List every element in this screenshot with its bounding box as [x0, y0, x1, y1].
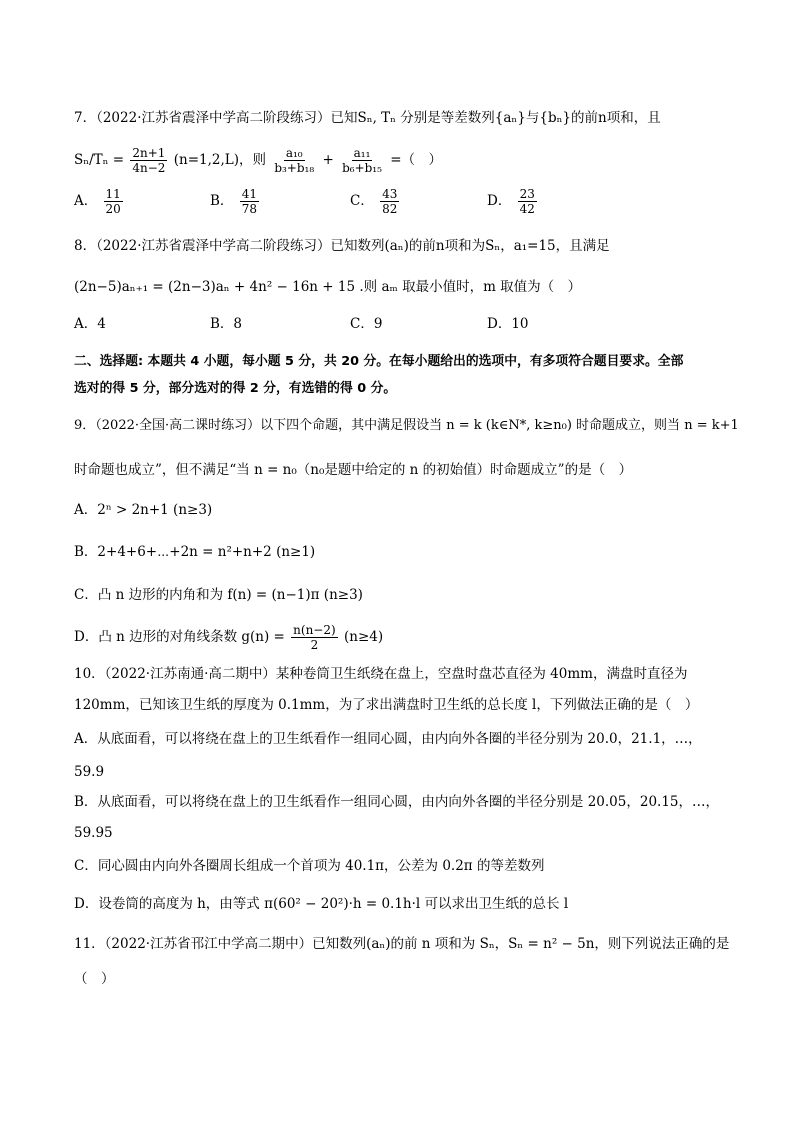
q9-option-d-text: D．凸 n 边形的对角线条数 g(n) = — [74, 629, 285, 645]
q9-option-d-condition: (n≥4) — [343, 629, 384, 645]
q7-ratio-fraction — [130, 146, 167, 175]
q7-fraction-1-denominator: b₃+b₁₈ — [274, 161, 315, 175]
q7-tail: =（ ） — [390, 152, 443, 168]
q7-stem: 7．（2022·江苏省震泽中学高二阶段练习）已知Sₙ, Tₙ 分别是等差数列{aₙ}与{bₙ}的前n项和，且 — [74, 110, 661, 126]
q8-option-b[interactable]: B．8 — [210, 316, 243, 332]
q9-option-a[interactable]: A．2ⁿ > 2n+1 (n≥3) — [74, 502, 213, 518]
q7-option-c-fraction — [380, 187, 399, 216]
q11-stem: 11．（2022·江苏省邗江中学高二期中）已知数列(aₙ)的前 n 项和为 Sₙ，Sₙ = n² − 5n，则下列说法正确的是 — [74, 936, 730, 952]
q9-option-d-fraction — [291, 623, 338, 652]
q7-fraction-1 — [272, 146, 316, 175]
q10-stem-cont: 120mm，已知该卫生纸的厚度为 0.1mm，为了求出满盘时卫生纸的总长度 l，下列做法正确的是（ ） — [74, 697, 699, 713]
q10-option-b[interactable]: B．从底面看，可以将绕在盘上的卫生纸看作一组同心圆，由内向外各圈的半径分别是 20.05，20.15，…， — [74, 794, 720, 810]
q7-option-d[interactable] — [487, 186, 539, 216]
q7-option-d-label: D． — [487, 193, 512, 209]
q10-stem: 10．（2022·江苏南通·高二期中）某种卷筒卫生纸绕在盘上，空盘时盘芯直径为 40mm，满盘时直径为 — [74, 666, 688, 682]
q7-option-b-label: B． — [210, 193, 234, 209]
q8-option-d[interactable]: D．10 — [487, 316, 529, 332]
q10-option-a[interactable]: A．从底面看，可以将绕在盘上的卫生纸看作一组同心圆，由内向外各圈的半径分别为 20.0，21.1，…， — [74, 731, 702, 747]
q7-option-b-den: 78 — [241, 202, 257, 216]
q8-stem: 8．（2022·江苏省震泽中学高二阶段练习）已知数列(aₙ)的前n项和为Sₙ，a₁=15，且满足 — [74, 238, 610, 254]
q7-option-c[interactable] — [350, 186, 401, 216]
q7-option-a-label: A． — [74, 193, 98, 209]
q7-option-d-den: 42 — [519, 202, 535, 216]
q9-option-d-num: n(n−2) — [293, 623, 336, 637]
q7-ratio-denominator: 4n−2 — [132, 161, 166, 175]
q7-option-c-label: C． — [350, 193, 374, 209]
q7-condition-range: (n=1,2,L)，则 — [173, 152, 267, 168]
q7-option-d-fraction — [518, 187, 537, 216]
q9-option-b[interactable]: B．2+4+6+⋯+2n = n²+n+2 (n≥1) — [74, 544, 316, 560]
q8-option-c[interactable]: C．9 — [350, 316, 383, 332]
q9-stem-cont: 时命题也成立”，但不满足“当 n = n₀（n₀是题中给定的 n 的初始值）时命题成立”的是（ ） — [74, 462, 633, 478]
q7-option-d-num: 23 — [519, 187, 535, 201]
q10-option-c[interactable]: C．同心圆由内向外各圈周长组成一个首项为 40.1π，公差为 0.2π 的等差数列 — [74, 858, 545, 874]
q7-option-c-num: 43 — [382, 187, 398, 201]
q8-option-a[interactable]: A．4 — [74, 316, 106, 332]
section-2-heading: 二、选择题: 本题共 4 小题，每小题 5 分，共 20 分。在每小题给出的选项中，有多项符合题目要求。全部 — [74, 354, 684, 369]
q10-option-d[interactable]: D．设卷筒的高度为 h，由等式 π(60² − 20²)·h = 0.1h·l 可以求出卫生纸的总长 l — [74, 896, 569, 912]
q7-ratio-numerator: 2n+1 — [132, 146, 166, 160]
q10-option-a-cont: 59.9 — [74, 764, 105, 780]
q7-fraction-2-denominator: b₆+b₁₅ — [342, 161, 382, 175]
q7-condition: Sₙ/Tₙ = $\frac{2n+1}{4n-2}$ (n=1,2,L)，则 $\frac{\text{a₁₀}}{\text{b₃+b₁₈}}$ + $\frac{\text{a₁₁}}{\text{b₆+b₁₅}}$ =（ ） — [74, 146, 443, 175]
q7-fraction-2-numerator: a₁₁ — [353, 146, 371, 160]
q7-option-b-num: 41 — [241, 187, 257, 201]
q11-answer-bracket: （ ） — [74, 971, 115, 987]
q7-option-a-num: 11 — [105, 187, 121, 201]
q7-fraction-1-numerator: a₁₀ — [285, 146, 303, 160]
q7-ratio: Sₙ/Tₙ — [74, 152, 109, 168]
q7-option-a-den: 20 — [105, 202, 121, 216]
q7-fraction-2 — [340, 146, 384, 175]
q7-option-a[interactable] — [74, 186, 125, 216]
q7-option-b-fraction — [240, 187, 259, 216]
q9-stem: 9．（2022·全国·高二课时练习）以下四个命题，其中满足假设当 n = k (k∈N*, k≥n₀) 时命题成立，则当 n = k+1 — [74, 418, 739, 433]
q10-option-b-cont: 59.95 — [74, 825, 113, 841]
q9-option-d[interactable] — [74, 622, 383, 652]
q7-option-c-den: 82 — [382, 202, 398, 216]
q9-option-d-den: 2 — [310, 638, 319, 652]
section-2-heading-cont: 选对的得 5 分，部分选对的得 2 分，有选错的得 0 分。 — [74, 381, 397, 396]
q7-plus: + — [322, 152, 334, 168]
q9-option-c[interactable]: C．凸 n 边形的内角和为 f(n) = (n−1)π (n≥3) — [74, 587, 363, 603]
q7-option-b[interactable] — [210, 186, 261, 216]
q7-option-a-fraction — [104, 187, 123, 216]
q8-equation: (2n−5)aₙ₊₁ = (2n−3)aₙ + 4n² − 16n + 15 .则 aₘ 取最小值时，m 取值为（ ） — [74, 279, 582, 295]
